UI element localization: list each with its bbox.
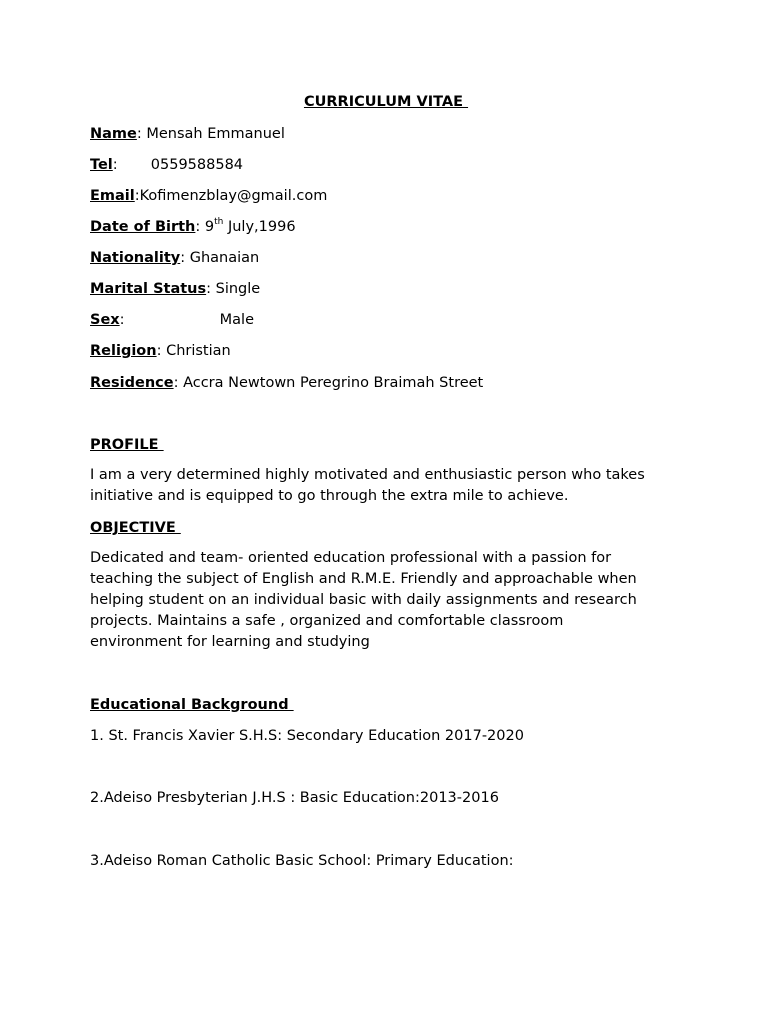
tel-separator: : [112, 157, 118, 173]
sex-label: Sex [90, 312, 120, 328]
education-heading: Educational Background [90, 697, 294, 713]
email-label: Email [90, 188, 135, 204]
email-line [90, 187, 327, 205]
tel-label: Tel [90, 157, 113, 173]
education-item: 1. St. Francis Xavier S.H.S: Secondary Education 2017-2020 [90, 728, 524, 744]
dob-value-day: : 9 [195, 219, 215, 235]
religion-label: Religion [90, 343, 157, 359]
profile-paragraph [90, 465, 680, 507]
nationality-label: Nationality [90, 250, 181, 266]
document-title: CURRICULUM VITAE [303, 94, 469, 110]
profile-line: I am a very determined highly motivated and enthusiastic person who takes [90, 467, 645, 483]
name-value: : Mensah Emmanuel [136, 126, 285, 142]
profile-line: initiative and is equipped to go through the extra mile to achieve. [90, 488, 569, 504]
name-line [90, 125, 285, 143]
residence-label: Residence [90, 375, 174, 391]
residence-line [90, 374, 483, 392]
religion-value: : Christian [156, 343, 231, 359]
sex-separator: : [119, 312, 125, 328]
education-item: 3.Adeiso Roman Catholic Basic School: Primary Education: [90, 853, 514, 869]
profile-heading: PROFILE [90, 437, 164, 453]
dob-line [90, 218, 296, 236]
name-label: Name [90, 126, 137, 142]
objective-heading: OBJECTIVE [90, 520, 181, 536]
objective-line: helping student on an individual basic with daily assignments and research [90, 592, 637, 608]
sex-value: Male [219, 312, 254, 328]
nationality-line [90, 249, 259, 267]
objective-line: Dedicated and team- oriented education professional with a passion for [90, 550, 612, 566]
email-value: :Kofimenzblay@gmail.com [134, 188, 328, 204]
marital-status-label: Marital Status [90, 281, 207, 297]
dob-value-rest: July,1996 [223, 219, 296, 235]
objective-line: projects. Maintains a safe , organized and comfortable classroom [90, 613, 564, 629]
religion-line [90, 342, 231, 360]
marital-status-line [90, 280, 260, 298]
objective-paragraph [90, 548, 680, 653]
residence-value: : Accra Newtown Peregrino Braimah Street [173, 375, 484, 391]
sex-line [90, 311, 254, 329]
education-item: 2.Adeiso Presbyterian J.H.S : Basic Education:2013-2016 [90, 790, 499, 806]
objective-line: teaching the subject of English and R.M.E. Friendly and approachable when [90, 571, 637, 587]
tel-value: 0559588584 [150, 157, 244, 173]
objective-line: environment for learning and studying [90, 634, 370, 650]
marital-status-value: : Single [206, 281, 261, 297]
dob-label: Date of Birth [90, 219, 196, 235]
dob-ordinal: th [214, 217, 224, 227]
nationality-value: : Ghanaian [180, 250, 260, 266]
tel-line [90, 156, 243, 174]
